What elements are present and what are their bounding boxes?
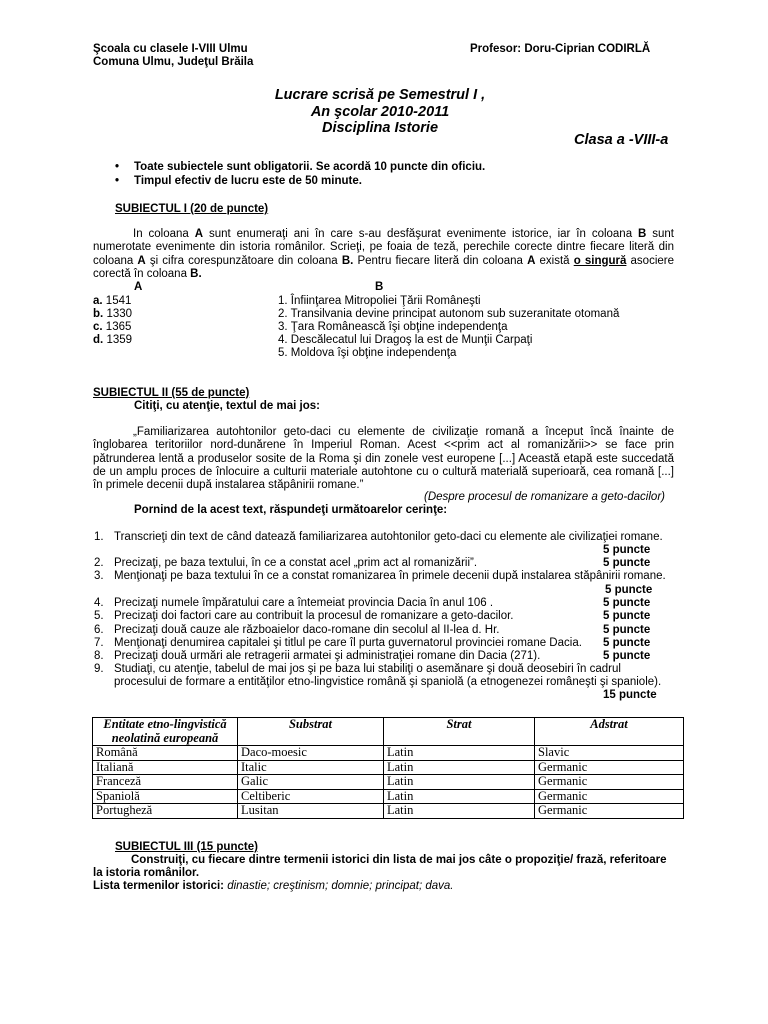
table-row <box>93 789 684 804</box>
table-cell: Latin <box>384 789 535 804</box>
question-points: 5 puncte <box>603 650 651 662</box>
table-cell: Latin <box>384 746 535 761</box>
question-points: 5 puncte <box>603 544 651 556</box>
teacher-name: Profesor: Doru-Ciprian CODIRLĂ <box>470 43 651 55</box>
school-name: Şcoala cu clasele I-VIII Ulmu <box>93 43 248 55</box>
pair-row: a. 1541 1. Înfiinţarea Mitropoliei Ţării Româneşti <box>93 295 481 307</box>
question-item: 6. Precizaţi două cauze ale războaielor daco-romane din secolul al II-lea d. Hr. <box>94 624 500 636</box>
subiect1-heading: SUBIECTUL I (20 de puncte) <box>115 203 269 215</box>
subiect3-task: Construiţi, cu fiecare dintre termenii istorici din lista de mai jos câte o propoziţie/ frază, referitoare la istoria românilor. <box>93 854 667 880</box>
table-cell: Daco-moesic <box>238 746 384 761</box>
exam-title: Lucrare scrisă pe Semestrul I , <box>274 87 486 103</box>
table-cell: Italiană <box>93 760 238 775</box>
table-header: Strat <box>384 718 535 746</box>
pair-row: c. 1365 3. Ţara Românească îşi obţine independenţa <box>93 321 508 333</box>
table-cell: Portugheză <box>93 804 238 819</box>
question-item: 2. Precizaţi, pe baza textului, în ce a constat acel „prim act al romanizării”. <box>94 557 478 569</box>
subiect3-heading: SUBIECTUL III (15 puncte) <box>115 841 258 853</box>
table-cell: Latin <box>384 775 535 790</box>
question-points: 5 puncte <box>605 584 653 596</box>
subject-discipline: Disciplina Istorie <box>321 120 439 136</box>
question-points: 5 puncte <box>603 637 651 649</box>
pair-row: b. 1330 2. Transilvania devine principat autonom sub suzeranitate otomană <box>93 308 620 320</box>
table-cell: Galic <box>238 775 384 790</box>
table-cell: Latin <box>384 804 535 819</box>
source-quote: „Familiarizarea autohtonilor geto-daci cu elemente de civilizaţie romană a început încă înainte de înglobarea teritoriilor nord-dunărene în Imperiul Roman. Acest <<prim act al romanizării>> se face prin pătrunderea lentă a produselor sosite de la Roma şi din zonele vest europene [...] Această etapă este succedată de un amplu proces de înlocuire a culturii materiale autohtone cu o cultură materială superioară, cea romană [...] în primele decenii după instalarea stăpânirii romane.” <box>93 426 674 492</box>
table-cell: Germanic <box>535 804 684 819</box>
class-label: Clasa a -VIII-a <box>574 132 669 148</box>
read-instruction: Citiţi, cu atenţie, textul de mai jos: <box>134 400 320 412</box>
question-item: 5. Precizaţi doi factori care au contribuit la procesul de romanizare a geto-dacilor. <box>94 610 514 622</box>
table-cell: Spaniolă <box>93 789 238 804</box>
question-item-continuation: procesului de formare a entităţilor etno-lingvistice română şi spaniolă (a etnogenezei româneşti şi spaniole). <box>114 676 662 688</box>
question-points: 5 puncte <box>603 624 651 636</box>
table-cell: Germanic <box>535 775 684 790</box>
table-cell: Germanic <box>535 789 684 804</box>
table-header: Entitate etno-lingvistică neolatină europeană <box>93 718 238 746</box>
school-year: An şcolar 2010-2011 <box>310 104 450 120</box>
school-location: Comuna Ulmu, Judeţul Brăila <box>93 56 254 68</box>
question-item: 9. Studiaţi, cu atenţie, tabelul de mai jos şi pe baza lui stabiliţi o asemănare şi două deosebiri în cadrul <box>94 663 621 675</box>
table-cell: Latin <box>384 760 535 775</box>
column-b-header: B <box>375 281 384 293</box>
task-instruction: Pornind de la acest text, răspundeţi următoarelor cerinţe: <box>134 504 448 516</box>
table-cell: Celtiberic <box>238 789 384 804</box>
subiect1-intro: In coloana A sunt enumeraţi ani în care s-au desfăşurat evenimente istorice, iar în coloana B sunt numerotate evenimente din istoria românilor. Scrieţi, pe foaia de teză, perechile corecte dintre fiecare literă din coloana A şi cifra corespunzătoare din coloana B. Pentru fiecare literă din coloana A există o singură asociere corectă în coloana B. <box>93 228 675 280</box>
question-item: 3. Menţionaţi pe baza textului în ce a constat romanizarea în primele decenii după instalarea stăpânirii romane. <box>94 570 666 582</box>
table-header: Adstrat <box>535 718 684 746</box>
subiect2-heading: SUBIECTUL II (55 de puncte) <box>93 387 250 399</box>
table-cell: Română <box>93 746 238 761</box>
entity-table <box>92 717 684 819</box>
table-cell: Italic <box>238 760 384 775</box>
question-points: 5 puncte <box>603 557 651 569</box>
terms-list: Lista termenilor istorici: dinastie; creştinism; domnie; principat; dava. <box>93 880 454 892</box>
quote-source: (Despre procesul de romanizare a geto-dacilor) <box>424 491 665 503</box>
table-row <box>93 775 684 790</box>
instruction-item: • Toate subiectele sunt obligatorii. Se acordă 10 puncte din oficiu. <box>115 161 485 175</box>
question-points: 5 puncte <box>603 610 651 622</box>
question-item: 8. Precizaţi două urmări ale retragerii armatei şi administraţiei romane din Dacia (271). <box>94 650 541 662</box>
table-row <box>93 746 684 761</box>
instruction-item: • Timpul efectiv de lucru este de 50 minute. <box>115 175 485 189</box>
table-cell: Franceză <box>93 775 238 790</box>
table-cell: Germanic <box>535 760 684 775</box>
column-a-header: A <box>134 281 143 293</box>
pair-row: d. 1359 4. Descălecatul lui Dragoş la est de Munţii Carpaţi <box>93 334 533 346</box>
table-cell: Slavic <box>535 746 684 761</box>
question-item: 7. Menţionaţi denumirea capitalei şi titlul pe care îl purta guvernatorul provinciei romane Dacia. <box>94 637 582 649</box>
question-points: 5 puncte <box>603 597 651 609</box>
question-points: 15 puncte <box>603 689 657 701</box>
table-row <box>93 760 684 775</box>
table-cell: Lusitan <box>238 804 384 819</box>
table-header: Substrat <box>238 718 384 746</box>
table-row <box>93 804 684 819</box>
question-item: 1. Transcrieţi din text de când datează familiarizarea autohtonilor geto-daci cu elemente ale civilizaţiei romane. <box>94 531 663 543</box>
instructions-list <box>115 161 485 189</box>
question-item: 4. Precizaţi numele împăratului care a întemeiat provincia Dacia în anul 106 . <box>94 597 494 609</box>
